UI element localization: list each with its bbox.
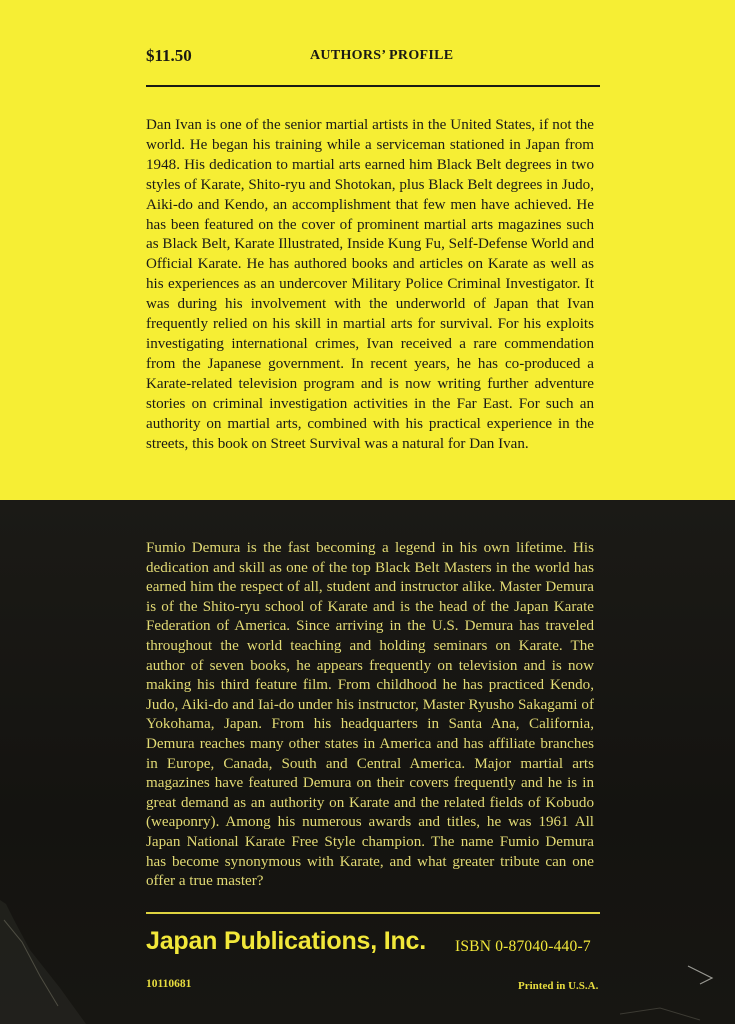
author-bio-dan-ivan: Dan Ivan is one of the senior martial artists in the United States, if not the world. He began his training while a serviceman stationed in Japan from 1948. His dedication to martial arts earned him Black Belt degrees in two styles of Karate, Shito-ryu and Shotokan, plus Black Belt degrees in Judo, Aiki-do and Kendo, an accomplishment that few men have achieved. He has been featured on the cover of prominent martial arts magazines such as Black Belt, Karate Illustrated, Inside Kung Fu, Self-Defense World and Official Karate. He has authored books and articles on Karate as well as his experiences as an undercover Military Police Criminal Investigator. It was during his involvement with the underworld of Japan that Ivan frequently relied on his skill in martial arts for survival. For his exploits investigating international crimes, Ivan received a rare commendation from the Japanese government. In recent years, he has co-produced a Karate-related television program and is now writing further adventure stories on criminal investigation activities in the Far East. For such an authority on martial arts, combined with his practical experience in the streets, this book on Street Survival was a natural for Dan Ivan. xyxy=(146,117,594,452)
cover-header xyxy=(146,46,600,66)
price-label: $11.50 xyxy=(146,46,192,65)
yellow-panel xyxy=(0,0,735,500)
header-divider xyxy=(146,85,600,87)
catalog-code: 10110681 xyxy=(146,978,192,990)
footer-divider xyxy=(146,912,600,914)
section-title: AUTHORS’ PROFILE xyxy=(310,48,454,63)
printed-in-label: Printed in U.S.A. xyxy=(518,980,599,992)
author-bio-fumio-demura: Fumio Demura is the fast becoming a legend in his own lifetime. His dedication and skill as one of the top Black Belt Masters in the world has earned him the respect of all, student and instructor alike. Master Demura is of the Shito-ryu school of Karate and is the head of the Japan Karate Federation of America. Since arriving in the U.S. Demura has traveled throughout the world teaching and holding seminars on Karate. The author of seven books, he appears frequently on television and is now making his third feature film. From childhood he has practiced Kendo, Judo, Aiki-do and Iai-do under his instructor, Master Ryusho Sakagami of Yokohama, Japan. From his headquarters in Santa Ana, California, Demura reaches many other states in America and has affiliate branches in Europe, Canada, South and Central America. Major martial arts magazines have featured Demura on their covers frequently and he is in great demand as an authority on Karate and the related fields of Kobudo (weaponry). Among his numerous awards and titles, he was 1961 All Japan National Karate Free Style champion. The name Fumio Demura has become synonymous with Karate, and what greater tribute can one offer a true master? xyxy=(146,540,594,890)
publisher-name: Japan Publications, Inc. xyxy=(146,927,426,955)
isbn-number: ISBN 0-87040-440-7 xyxy=(455,938,591,955)
